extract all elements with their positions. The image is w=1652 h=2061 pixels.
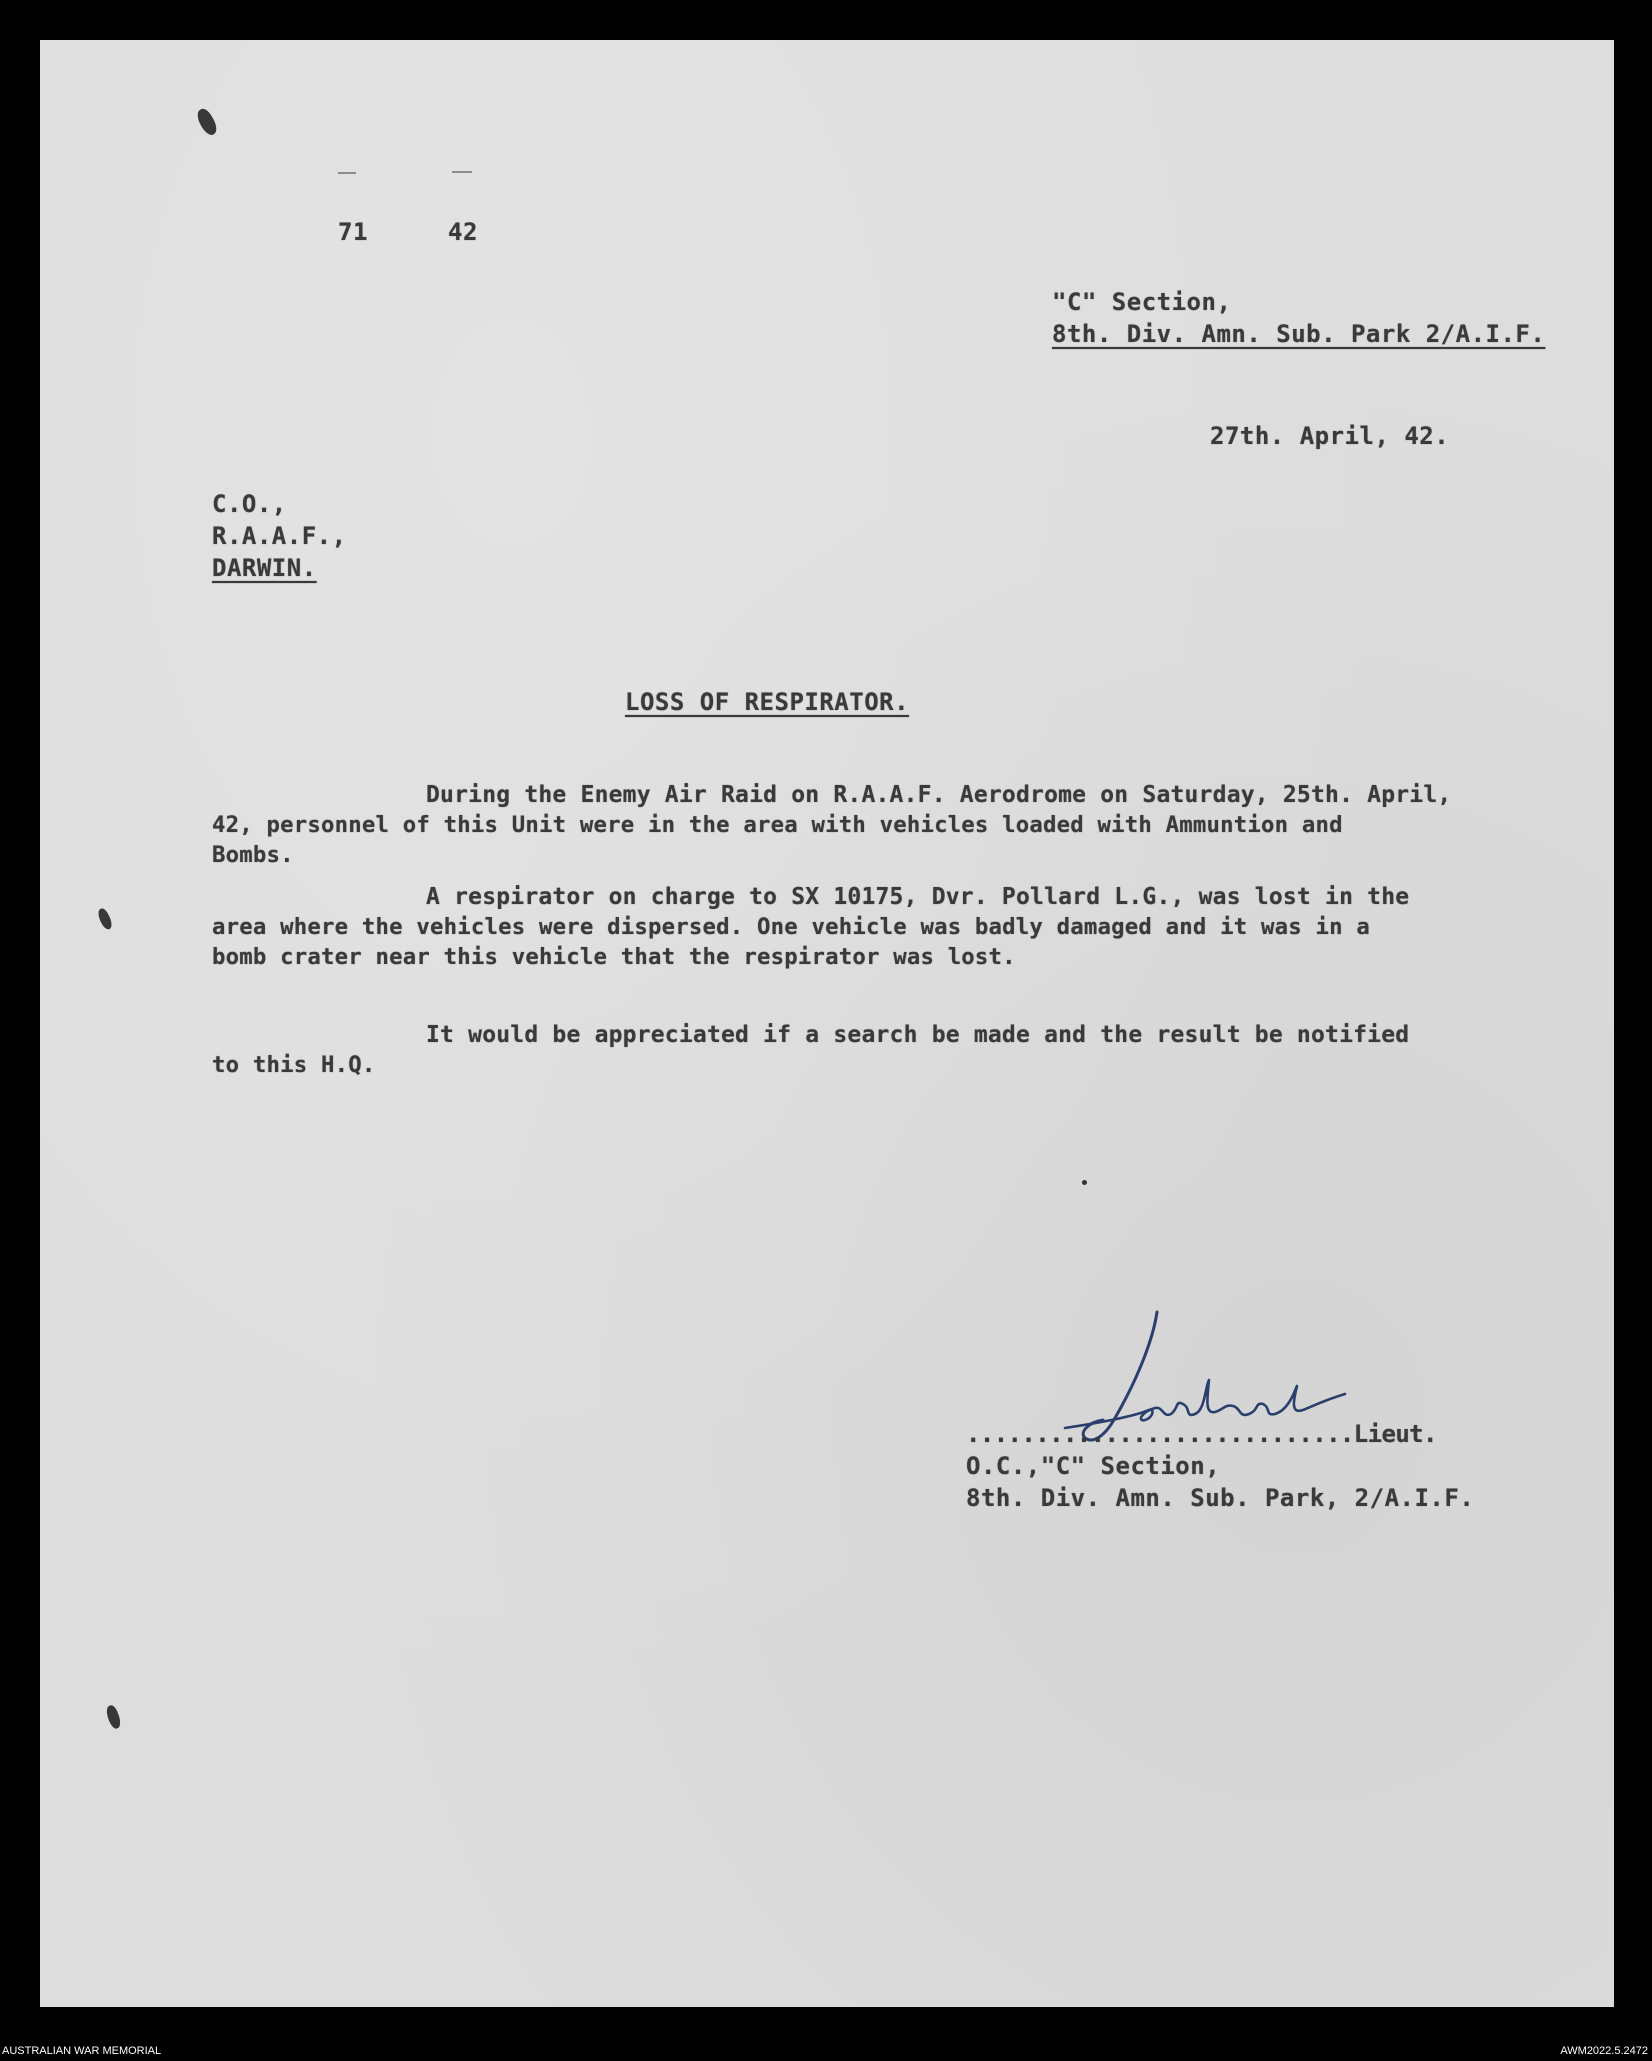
paragraph-line: 42, personnel of this Unit were in the area with vehicles loaded with Ammuntion and [212, 812, 1343, 838]
file-reference-left: 71 [338, 218, 368, 246]
punch-hole-mark [96, 907, 114, 931]
paragraph-line: A respirator on charge to SX 10175, Dvr. Pollard L.G., was lost in the [426, 884, 1410, 910]
faint-mark [338, 172, 356, 174]
signature-line-unit: 8th. Div. Amn. Sub. Park, 2/A.I.F. [966, 1484, 1475, 1512]
signature-line-oc: O.C.,"C" Section, [966, 1452, 1221, 1480]
body-paragraph-2 [212, 882, 1409, 972]
footer-credit: AUSTRALIAN WAR MEMORIAL [2, 2045, 162, 2057]
punch-hole-mark [194, 106, 220, 137]
paragraph-line: It would be appreciated if a search be made and the result be notified [426, 1022, 1410, 1048]
paragraph-line: Bombs. [212, 842, 294, 868]
subject-heading: LOSS OF RESPIRATOR. [625, 688, 910, 716]
sender-line-2: 8th. Div. Amn. Sub. Park 2/A.I.F. [1052, 320, 1546, 348]
addressee-line-1: C.O., [212, 490, 287, 518]
stray-ink-dot [1082, 1180, 1087, 1185]
footer-accession-number: AWM2022.5.2472 [1560, 2045, 1648, 2057]
paragraph-line: bomb crater near this vehicle that the respirator was lost. [212, 944, 1016, 970]
letter-date: 27th. April, 42. [1210, 422, 1450, 450]
paragraph-line: During the Enemy Air Raid on R.A.A.F. Aerodrome on Saturday, 25th. April, [426, 782, 1452, 808]
faint-mark [452, 171, 472, 173]
paragraph-line: area where the vehicles were dispersed. One vehicle was badly damaged and it was in a [212, 914, 1371, 940]
body-paragraph-3 [212, 1020, 1409, 1080]
sender-line-1: "C" Section, [1052, 288, 1232, 316]
body-paragraph-1 [212, 780, 1451, 870]
addressee-line-3: DARWIN. [212, 554, 317, 582]
punch-hole-mark [104, 1704, 123, 1730]
addressee-line-2: R.A.A.F., [212, 522, 347, 550]
document-page [40, 40, 1614, 2007]
signature-line-lieut: ............................Lieut. [966, 1420, 1437, 1448]
paragraph-line: to this H.Q. [212, 1052, 376, 1078]
file-reference-right: 42 [448, 218, 478, 246]
